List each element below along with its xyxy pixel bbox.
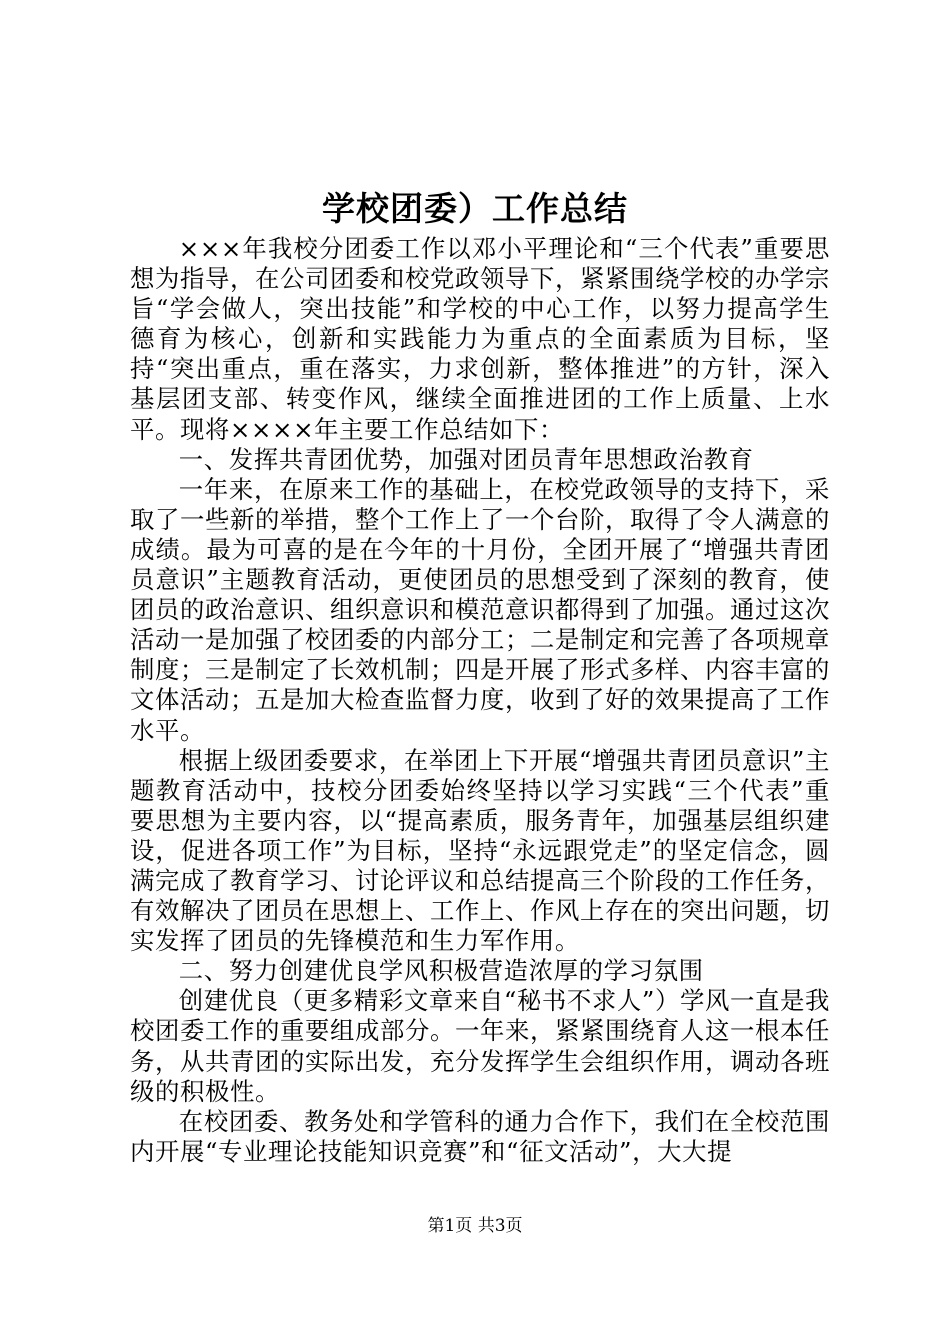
body-paragraph: 一年来，在原来工作的基础上，在校党政领导的支持下，采取了一些新的举措，整个工作上了一个台阶，取得了令人满意的成绩。最为可喜的是在今年的十月份，全团开展了“增强共青团员意识”主题教育活动，更使团员的思想受到了深刻的教育，使团员的政治意识、组织意识和模范意识都得到了加强。通过这次活动一是加强了校团委的内部分工；二是制定和完善了各项规章制度；三是制定了长效机制；四是开展了形式多样、内容丰富的文体活动；五是加大检查监督力度，收到了好的效果提高了工作水平。 xyxy=(130,474,830,745)
body-paragraph: 在校团委、教务处和学管科的通力合作下，我们在全校范围内开展“专业理论技能知识竞赛”和“征文活动”，大大提 xyxy=(130,1106,830,1166)
body-paragraph: 创建优良（更多精彩文章来自“秘书不求人”）学风一直是我校团委工作的重要组成部分。一年来，紧紧围绕育人这一根本任务，从共青团的实际出发，充分发挥学生会组织作用，调动各班级的积极性。 xyxy=(130,986,830,1106)
document-title: 学校团委）工作总结 xyxy=(322,189,628,228)
intro-paragraph: ×××年我校分团委工作以邓小平理论和“三个代表”重要思想为指导，在公司团委和校党政领导下，紧紧围绕学校的办学宗旨“学会做人，突出技能”和学校的中心工作，以努力提高学生德育为核心，创新和实践能力为重点的全面素质为目标，坚持“突出重点，重在落实，力求创新，整体推进”的方针，深入基层团支部、转变作风，继续全面推进团的工作上质量、上水平。现将××××年主要工作总结如下： xyxy=(130,234,830,444)
page-footer: 第1页 共3页 xyxy=(427,1216,523,1236)
section-heading-2: 二、努力创建优良学风积极营造浓厚的学习氛围 xyxy=(178,956,704,986)
document-body xyxy=(130,234,830,1167)
section-heading-1: 一、发挥共青团优势，加强对团员青年思想政治教育 xyxy=(178,444,754,474)
body-paragraph: 根据上级团委要求，在举团上下开展“增强共青团员意识”主题教育活动中，技校分团委始终坚持以学习实践“三个代表”重要思想为主要内容，以“提高素质，服务青年，加强基层组织建设，促进各项工作”为目标，坚持“永远跟党走”的坚定信念，圆满完成了教育学习、讨论评议和总结提高三个阶段的工作任务，有效解决了团员在思想上、工作上、作风上存在的突出问题，切实发挥了团员的先锋模范和生力军作用。 xyxy=(130,745,830,956)
